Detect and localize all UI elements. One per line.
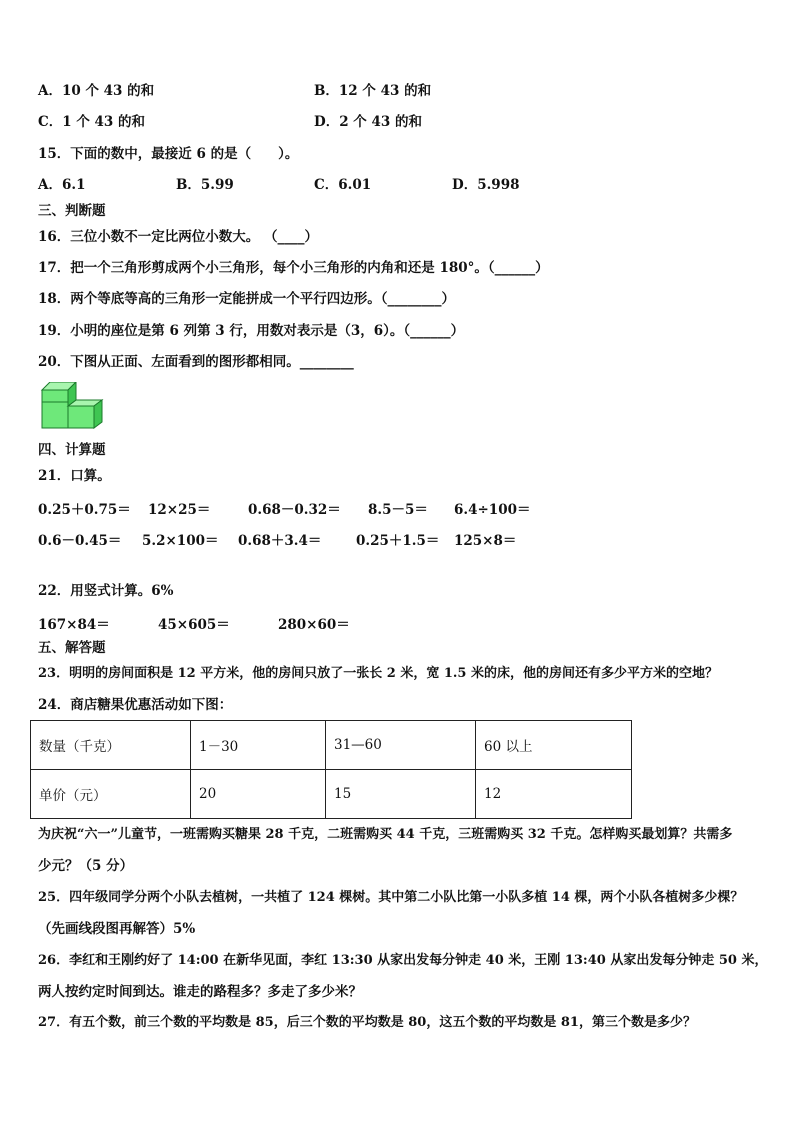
table-cell: 1－30	[191, 721, 326, 770]
q18: 18．两个等底等高的三角形一定能拼成一个平行四边形。（________）	[38, 291, 456, 307]
q15-option-b: B．5.99	[176, 177, 234, 193]
q19: 19．小明的座位是第 6 列第 3 行，用数对表示是（3，6）。（______）	[38, 323, 465, 339]
oral-calc: 12×25＝	[148, 502, 211, 518]
q15-option-a: A．6.1	[38, 177, 86, 193]
q24: 24．商店糖果优惠活动如下图：	[38, 697, 233, 713]
vertical-calc: 167×84＝	[38, 617, 110, 633]
q15-option-c: C．6.01	[314, 177, 372, 193]
oral-calc: 8.5－5＝	[368, 502, 428, 518]
cube-figure	[40, 382, 104, 432]
section4-title: 四、计算题	[38, 442, 106, 458]
q16: 16．三位小数不一定比两位小数大。 （____）	[38, 229, 318, 245]
table-cell: 60 以上	[476, 721, 632, 770]
q25-line2: （先画线段图再解答）5%	[38, 921, 196, 937]
price-table	[30, 720, 632, 819]
oral-calc: 0.68＋3.4＝	[238, 533, 322, 549]
q26-line1: 26．李红和王刚约好了 14:00 在新华见面，李红 13:30 从家出发每分钟走 40 米，王刚 13:40 从家出发每分钟走 50 米，	[38, 953, 768, 968]
table-cell: 15	[326, 770, 476, 819]
q14-option-d: D．2 个 43 的和	[314, 114, 422, 130]
table-cell: 20	[191, 770, 326, 819]
vertical-calc: 45×605＝	[158, 617, 230, 633]
oral-calc: 0.25＋0.75＝	[38, 502, 131, 518]
q27: 27．有五个数，前三个数的平均数是 85，后三个数的平均数是 80，这五个数的平均数是 81，第三个数是多少？	[38, 1015, 696, 1030]
section5-title: 五、解答题	[38, 640, 106, 656]
q14-option-b: B．12 个 43 的和	[314, 83, 432, 99]
q25-line1: 25．四年级同学分两个小队去植树，一共植了 124 棵树。其中第二小队比第一小队多植 14 棵，两个小队各植树多少棵？	[38, 890, 744, 905]
table-cell: 数量（千克）	[31, 721, 191, 770]
table-row	[31, 770, 632, 819]
q15-stem: 15．下面的数中，最接近 6 的是（ ）。	[38, 146, 299, 162]
oral-calc: 125×8＝	[454, 533, 517, 549]
q26-line2: 两人按约定时间到达。谁走的路程多？多走了多少米？	[38, 984, 362, 1000]
oral-calc: 0.68－0.32＝	[248, 502, 341, 518]
q24-text-line1: 为庆祝“六一”儿童节，一班需购买糖果 28 千克，二班需购买 44 千克，三班需购买 32 千克。怎样购买最划算？共需多	[38, 827, 733, 842]
q15-option-d: D．5.998	[452, 177, 520, 193]
oral-calc: 0.25＋1.5＝	[356, 533, 440, 549]
q17: 17．把一个三角形剪成两个小三角形，每个小三角形的内角和还是 180°。（______）	[38, 260, 549, 276]
q24-text-line2: 少元？（5 分）	[38, 858, 134, 874]
q23: 23．明明的房间面积是 12 平方米，他的房间只放了一张长 2 米，宽 1.5 米的床，他的房间还有多少平方米的空地？	[38, 666, 718, 681]
q20: 20．下图从正面、左面看到的图形都相同。________	[38, 354, 354, 370]
table-cell: 31—60	[326, 721, 476, 770]
oral-calc: 0.6－0.45＝	[38, 533, 122, 549]
table-cell: 12	[476, 770, 632, 819]
section3-title: 三、判断题	[38, 203, 106, 219]
q14-option-c: C．1 个 43 的和	[38, 114, 146, 130]
q22: 22．用竖式计算。6%	[38, 583, 174, 599]
vertical-calc: 280×60＝	[278, 617, 350, 633]
oral-calc: 6.4÷100＝	[454, 502, 531, 518]
table-cell: 单价（元）	[31, 770, 191, 819]
oral-calc: 5.2×100＝	[142, 533, 219, 549]
table-row	[31, 721, 632, 770]
q21: 21．口算。	[38, 468, 111, 484]
q14-option-a: A．10 个 43 的和	[38, 83, 155, 99]
